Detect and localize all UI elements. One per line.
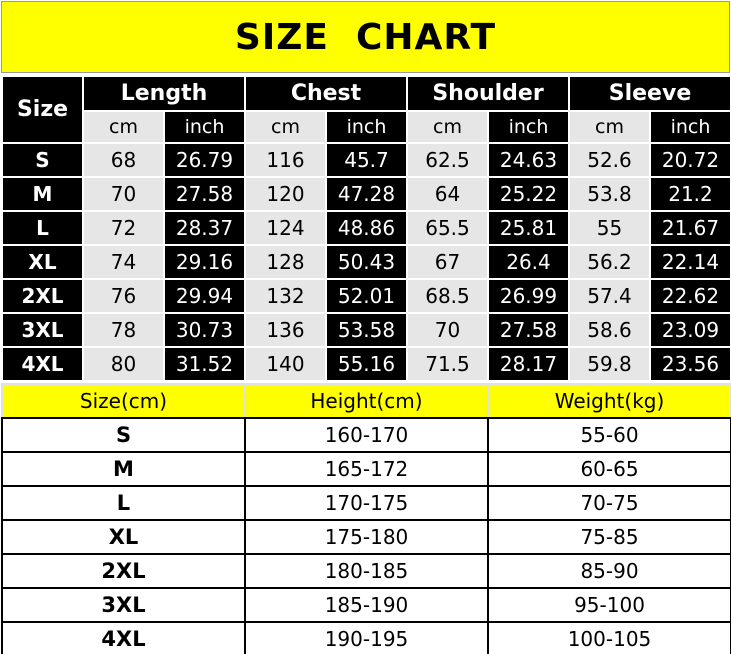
length-header: Length: [83, 76, 245, 111]
fit-row: [2, 588, 731, 622]
fit-height-cell: 180-185: [245, 554, 488, 588]
cm-value-cell: 136: [245, 313, 326, 347]
fit-size-cell: S: [2, 418, 245, 452]
cm-value-cell: 70: [407, 313, 488, 347]
cm-value-cell: 53.8: [569, 177, 650, 211]
fit-size-cell: 4XL: [2, 622, 245, 654]
shoulder-header: Shoulder: [407, 76, 569, 111]
fit-size-cell: 2XL: [2, 554, 245, 588]
shoulder-cm-header: cm: [407, 111, 488, 143]
cm-value-cell: 64: [407, 177, 488, 211]
inch-value-cell: 30.73: [164, 313, 245, 347]
cm-value-cell: 78: [83, 313, 164, 347]
inch-value-cell: 29.94: [164, 279, 245, 313]
sleeve-cm-header: cm: [569, 111, 650, 143]
fit-height-cell: 160-170: [245, 418, 488, 452]
inch-value-cell: 47.28: [326, 177, 407, 211]
fit-weight-cell: 100-105: [488, 622, 731, 654]
inch-value-cell: 23.56: [650, 347, 731, 381]
size-cell: 3XL: [2, 313, 83, 347]
inch-value-cell: 48.86: [326, 211, 407, 245]
fit-height-cell: 165-172: [245, 452, 488, 486]
size-cell: S: [2, 143, 83, 177]
length-cm-header: cm: [83, 111, 164, 143]
inch-value-cell: 25.22: [488, 177, 569, 211]
cm-value-cell: 57.4: [569, 279, 650, 313]
inch-value-cell: 27.58: [164, 177, 245, 211]
cm-value-cell: 68.5: [407, 279, 488, 313]
fit-row: [2, 520, 731, 554]
cm-value-cell: 58.6: [569, 313, 650, 347]
size-cell: M: [2, 177, 83, 211]
cm-value-cell: 128: [245, 245, 326, 279]
cm-value-cell: 71.5: [407, 347, 488, 381]
length-inch-header: inch: [164, 111, 245, 143]
size-cell: XL: [2, 245, 83, 279]
measurement-row: [2, 279, 731, 313]
chest-header: Chest: [245, 76, 407, 111]
inch-value-cell: 22.62: [650, 279, 731, 313]
inch-value-cell: 22.14: [650, 245, 731, 279]
fit-weight-cell: 95-100: [488, 588, 731, 622]
chest-cm-header: cm: [245, 111, 326, 143]
cm-value-cell: 68: [83, 143, 164, 177]
inch-value-cell: 50.43: [326, 245, 407, 279]
fit-weight-cell: 55-60: [488, 418, 731, 452]
inch-value-cell: 24.63: [488, 143, 569, 177]
body-fit-table: [1, 383, 731, 654]
measurement-row: [2, 177, 731, 211]
cm-value-cell: 80: [83, 347, 164, 381]
fit-row: [2, 418, 731, 452]
measurement-row: [2, 347, 731, 381]
fit-weight-cell: 75-85: [488, 520, 731, 554]
fit-size-cell: L: [2, 486, 245, 520]
cm-value-cell: 56.2: [569, 245, 650, 279]
size-cell: 4XL: [2, 347, 83, 381]
chest-inch-header: inch: [326, 111, 407, 143]
inch-value-cell: 25.81: [488, 211, 569, 245]
cm-value-cell: 124: [245, 211, 326, 245]
inch-value-cell: 31.52: [164, 347, 245, 381]
size-cell: 2XL: [2, 279, 83, 313]
fit-row: [2, 486, 731, 520]
cm-value-cell: 62.5: [407, 143, 488, 177]
measurement-row: [2, 313, 731, 347]
inch-value-cell: 45.7: [326, 143, 407, 177]
cm-value-cell: 65.5: [407, 211, 488, 245]
inch-value-cell: 53.58: [326, 313, 407, 347]
inch-value-cell: 28.37: [164, 211, 245, 245]
fit-size-cell: M: [2, 452, 245, 486]
fit-weight-cell: 60-65: [488, 452, 731, 486]
inch-value-cell: 55.16: [326, 347, 407, 381]
shoulder-inch-header: inch: [488, 111, 569, 143]
cm-value-cell: 72: [83, 211, 164, 245]
fit-row: [2, 452, 731, 486]
measurement-row: [2, 143, 731, 177]
chart-title: SIZE CHART: [1, 1, 730, 73]
cm-value-cell: 116: [245, 143, 326, 177]
inch-value-cell: 21.67: [650, 211, 731, 245]
inch-value-cell: 20.72: [650, 143, 731, 177]
cm-value-cell: 76: [83, 279, 164, 313]
fit-height-header: Height(cm): [245, 384, 488, 418]
cm-value-cell: 140: [245, 347, 326, 381]
cm-value-cell: 55: [569, 211, 650, 245]
inch-value-cell: 21.2: [650, 177, 731, 211]
cm-value-cell: 59.8: [569, 347, 650, 381]
cm-value-cell: 120: [245, 177, 326, 211]
inch-value-cell: 26.4: [488, 245, 569, 279]
cm-value-cell: 70: [83, 177, 164, 211]
cm-value-cell: 74: [83, 245, 164, 279]
fit-size-cell: XL: [2, 520, 245, 554]
size-cell: L: [2, 211, 83, 245]
fit-size-header: Size(cm): [2, 384, 245, 418]
fit-weight-cell: 70-75: [488, 486, 731, 520]
measurement-table: [1, 75, 731, 382]
inch-value-cell: 26.79: [164, 143, 245, 177]
inch-value-cell: 27.58: [488, 313, 569, 347]
measurement-row: [2, 245, 731, 279]
cm-value-cell: 132: [245, 279, 326, 313]
inch-value-cell: 23.09: [650, 313, 731, 347]
size-header: Size: [2, 76, 83, 143]
cm-value-cell: 67: [407, 245, 488, 279]
sleeve-header: Sleeve: [569, 76, 731, 111]
fit-height-cell: 170-175: [245, 486, 488, 520]
sleeve-inch-header: inch: [650, 111, 731, 143]
inch-value-cell: 28.17: [488, 347, 569, 381]
cm-value-cell: 52.6: [569, 143, 650, 177]
inch-value-cell: 26.99: [488, 279, 569, 313]
fit-height-cell: 190-195: [245, 622, 488, 654]
fit-weight-cell: 85-90: [488, 554, 731, 588]
fit-row: [2, 554, 731, 588]
measurement-row: [2, 211, 731, 245]
fit-row: [2, 622, 731, 654]
inch-value-cell: 52.01: [326, 279, 407, 313]
fit-size-cell: 3XL: [2, 588, 245, 622]
inch-value-cell: 29.16: [164, 245, 245, 279]
fit-height-cell: 185-190: [245, 588, 488, 622]
fit-weight-header: Weight(kg): [488, 384, 731, 418]
fit-height-cell: 175-180: [245, 520, 488, 554]
